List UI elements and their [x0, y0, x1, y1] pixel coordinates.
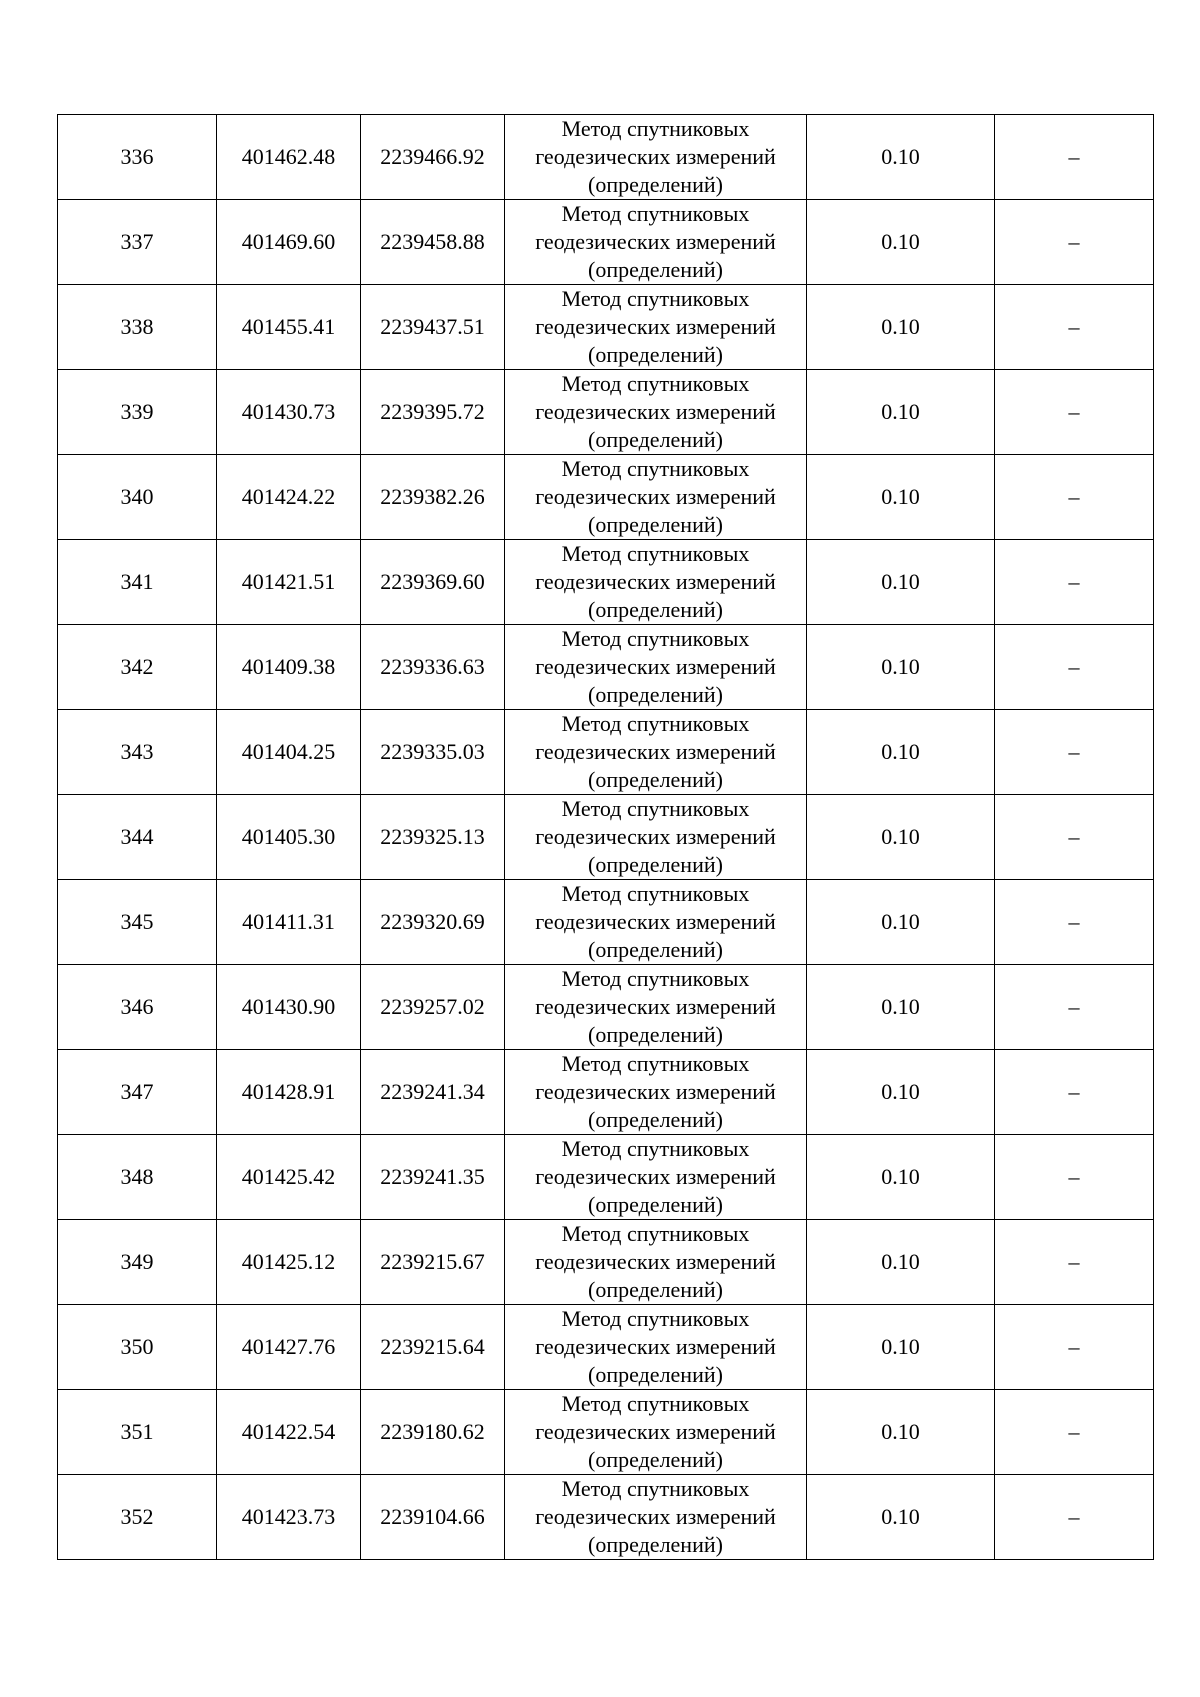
accuracy-cell: 0.10: [807, 625, 995, 710]
method-line: (определений): [588, 937, 723, 962]
method-line: Метод спутниковых: [561, 1391, 750, 1416]
note-cell: –: [995, 115, 1154, 200]
method-line: (определений): [588, 342, 723, 367]
table-row: [58, 455, 1154, 540]
method-cell: [505, 1305, 807, 1390]
point-number-cell: 339: [58, 370, 217, 455]
note-cell: –: [995, 625, 1154, 710]
method-line: (определений): [588, 682, 723, 707]
x-coordinate-cell: 401425.12: [217, 1220, 361, 1305]
method-line: геодезических измерений: [535, 994, 776, 1019]
accuracy-cell: 0.10: [807, 1475, 995, 1560]
method-line: Метод спутниковых: [561, 201, 750, 226]
method-line: (определений): [588, 1277, 723, 1302]
table-row: [58, 370, 1154, 455]
method-line: геодезических измерений: [535, 484, 776, 509]
point-number-cell: 345: [58, 880, 217, 965]
method-line: геодезических измерений: [535, 739, 776, 764]
y-coordinate-cell: 2239369.60: [361, 540, 505, 625]
accuracy-cell: 0.10: [807, 795, 995, 880]
note-cell: –: [995, 540, 1154, 625]
y-coordinate-cell: 2239241.34: [361, 1050, 505, 1135]
x-coordinate-cell: 401422.54: [217, 1390, 361, 1475]
method-line: (определений): [588, 172, 723, 197]
accuracy-cell: 0.10: [807, 200, 995, 285]
y-coordinate-cell: 2239336.63: [361, 625, 505, 710]
method-line: геодезических измерений: [535, 1504, 776, 1529]
method-cell: [505, 795, 807, 880]
method-line: (определений): [588, 1447, 723, 1472]
x-coordinate-cell: 401423.73: [217, 1475, 361, 1560]
method-line: геодезических измерений: [535, 144, 776, 169]
method-line: Метод спутниковых: [561, 1476, 750, 1501]
method-cell: [505, 1135, 807, 1220]
table-row: [58, 115, 1154, 200]
point-number-cell: 337: [58, 200, 217, 285]
method-line: (определений): [588, 597, 723, 622]
point-number-cell: 338: [58, 285, 217, 370]
method-line: геодезических измерений: [535, 569, 776, 594]
coordinates-table-body: [58, 115, 1154, 1560]
method-line: (определений): [588, 257, 723, 282]
note-cell: –: [995, 1050, 1154, 1135]
x-coordinate-cell: 401430.73: [217, 370, 361, 455]
point-number-cell: 347: [58, 1050, 217, 1135]
method-line: Метод спутниковых: [561, 1221, 750, 1246]
point-number-cell: 351: [58, 1390, 217, 1475]
method-line: геодезических измерений: [535, 314, 776, 339]
method-line: Метод спутниковых: [561, 881, 750, 906]
method-line: геодезических измерений: [535, 1164, 776, 1189]
note-cell: –: [995, 200, 1154, 285]
table-row: [58, 1475, 1154, 1560]
method-line: Метод спутниковых: [561, 626, 750, 651]
table-row: [58, 795, 1154, 880]
x-coordinate-cell: 401421.51: [217, 540, 361, 625]
x-coordinate-cell: 401427.76: [217, 1305, 361, 1390]
method-line: (определений): [588, 1532, 723, 1557]
table-row: [58, 1305, 1154, 1390]
method-line: геодезических измерений: [535, 399, 776, 424]
table-row: [58, 1220, 1154, 1305]
method-cell: [505, 710, 807, 795]
y-coordinate-cell: 2239335.03: [361, 710, 505, 795]
y-coordinate-cell: 2239382.26: [361, 455, 505, 540]
point-number-cell: 343: [58, 710, 217, 795]
point-number-cell: 341: [58, 540, 217, 625]
method-cell: [505, 370, 807, 455]
y-coordinate-cell: 2239180.62: [361, 1390, 505, 1475]
accuracy-cell: 0.10: [807, 455, 995, 540]
method-cell: [505, 1475, 807, 1560]
table-row: [58, 710, 1154, 795]
method-cell: [505, 200, 807, 285]
method-cell: [505, 965, 807, 1050]
x-coordinate-cell: 401455.41: [217, 285, 361, 370]
y-coordinate-cell: 2239241.35: [361, 1135, 505, 1220]
point-number-cell: 344: [58, 795, 217, 880]
method-line: (определений): [588, 767, 723, 792]
y-coordinate-cell: 2239466.92: [361, 115, 505, 200]
point-number-cell: 352: [58, 1475, 217, 1560]
table-row: [58, 285, 1154, 370]
method-line: (определений): [588, 1107, 723, 1132]
method-line: геодезических измерений: [535, 1249, 776, 1274]
method-cell: [505, 1050, 807, 1135]
method-cell: [505, 115, 807, 200]
method-line: Метод спутниковых: [561, 116, 750, 141]
method-line: (определений): [588, 852, 723, 877]
point-number-cell: 346: [58, 965, 217, 1050]
x-coordinate-cell: 401430.90: [217, 965, 361, 1050]
accuracy-cell: 0.10: [807, 285, 995, 370]
method-line: Метод спутниковых: [561, 796, 750, 821]
point-number-cell: 348: [58, 1135, 217, 1220]
table-row: [58, 540, 1154, 625]
method-cell: [505, 1390, 807, 1475]
method-cell: [505, 455, 807, 540]
method-line: (определений): [588, 1362, 723, 1387]
method-line: Метод спутниковых: [561, 711, 750, 736]
method-line: Метод спутниковых: [561, 1051, 750, 1076]
table-row: [58, 1390, 1154, 1475]
method-line: геодезических измерений: [535, 229, 776, 254]
method-line: (определений): [588, 1192, 723, 1217]
table-row: [58, 1050, 1154, 1135]
note-cell: –: [995, 285, 1154, 370]
x-coordinate-cell: 401404.25: [217, 710, 361, 795]
method-line: геодезических измерений: [535, 1334, 776, 1359]
point-number-cell: 350: [58, 1305, 217, 1390]
x-coordinate-cell: 401462.48: [217, 115, 361, 200]
note-cell: –: [995, 710, 1154, 795]
point-number-cell: 336: [58, 115, 217, 200]
method-line: Метод спутниковых: [561, 541, 750, 566]
method-line: Метод спутниковых: [561, 1136, 750, 1161]
method-line: Метод спутниковых: [561, 286, 750, 311]
accuracy-cell: 0.10: [807, 1390, 995, 1475]
method-cell: [505, 540, 807, 625]
note-cell: –: [995, 1220, 1154, 1305]
method-line: геодезических измерений: [535, 654, 776, 679]
y-coordinate-cell: 2239458.88: [361, 200, 505, 285]
table-row: [58, 625, 1154, 710]
x-coordinate-cell: 401469.60: [217, 200, 361, 285]
accuracy-cell: 0.10: [807, 1305, 995, 1390]
table-row: [58, 965, 1154, 1050]
method-line: геодезических измерений: [535, 824, 776, 849]
coordinates-table: [57, 114, 1154, 1560]
note-cell: –: [995, 1135, 1154, 1220]
point-number-cell: 349: [58, 1220, 217, 1305]
y-coordinate-cell: 2239215.64: [361, 1305, 505, 1390]
method-line: геодезических измерений: [535, 1079, 776, 1104]
method-cell: [505, 285, 807, 370]
y-coordinate-cell: 2239104.66: [361, 1475, 505, 1560]
method-line: Метод спутниковых: [561, 1306, 750, 1331]
accuracy-cell: 0.10: [807, 540, 995, 625]
y-coordinate-cell: 2239395.72: [361, 370, 505, 455]
point-number-cell: 342: [58, 625, 217, 710]
method-line: геодезических измерений: [535, 1419, 776, 1444]
table-row: [58, 880, 1154, 965]
note-cell: –: [995, 880, 1154, 965]
x-coordinate-cell: 401428.91: [217, 1050, 361, 1135]
accuracy-cell: 0.10: [807, 1220, 995, 1305]
method-line: (определений): [588, 427, 723, 452]
x-coordinate-cell: 401425.42: [217, 1135, 361, 1220]
method-line: Метод спутниковых: [561, 456, 750, 481]
note-cell: –: [995, 1390, 1154, 1475]
method-cell: [505, 625, 807, 710]
accuracy-cell: 0.10: [807, 115, 995, 200]
y-coordinate-cell: 2239325.13: [361, 795, 505, 880]
accuracy-cell: 0.10: [807, 1135, 995, 1220]
x-coordinate-cell: 401405.30: [217, 795, 361, 880]
table-row: [58, 1135, 1154, 1220]
method-line: геодезических измерений: [535, 909, 776, 934]
x-coordinate-cell: 401424.22: [217, 455, 361, 540]
note-cell: –: [995, 370, 1154, 455]
note-cell: –: [995, 1475, 1154, 1560]
method-cell: [505, 880, 807, 965]
accuracy-cell: 0.10: [807, 880, 995, 965]
y-coordinate-cell: 2239320.69: [361, 880, 505, 965]
note-cell: –: [995, 795, 1154, 880]
note-cell: –: [995, 965, 1154, 1050]
note-cell: –: [995, 455, 1154, 540]
x-coordinate-cell: 401411.31: [217, 880, 361, 965]
y-coordinate-cell: 2239437.51: [361, 285, 505, 370]
accuracy-cell: 0.10: [807, 1050, 995, 1135]
point-number-cell: 340: [58, 455, 217, 540]
x-coordinate-cell: 401409.38: [217, 625, 361, 710]
method-line: (определений): [588, 1022, 723, 1047]
accuracy-cell: 0.10: [807, 965, 995, 1050]
method-cell: [505, 1220, 807, 1305]
y-coordinate-cell: 2239257.02: [361, 965, 505, 1050]
accuracy-cell: 0.10: [807, 710, 995, 795]
method-line: Метод спутниковых: [561, 966, 750, 991]
method-line: Метод спутниковых: [561, 371, 750, 396]
method-line: (определений): [588, 512, 723, 537]
note-cell: –: [995, 1305, 1154, 1390]
accuracy-cell: 0.10: [807, 370, 995, 455]
y-coordinate-cell: 2239215.67: [361, 1220, 505, 1305]
table-row: [58, 200, 1154, 285]
